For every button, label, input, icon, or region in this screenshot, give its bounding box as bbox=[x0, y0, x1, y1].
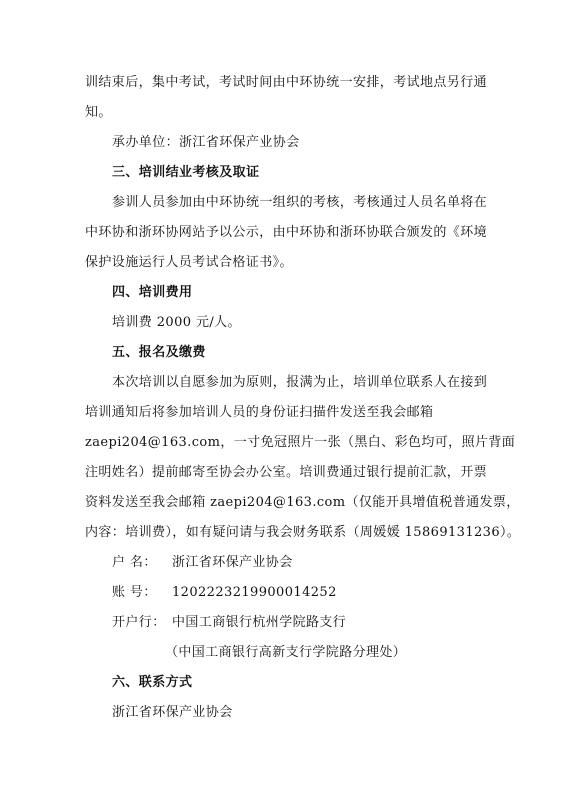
paragraph-line: 知。 bbox=[85, 105, 112, 120]
paragraph-line: 内容：培训费），如有疑问请与我会财务联系（周媛媛 15869131236）。 bbox=[85, 525, 521, 540]
bank-account-label: 账 号： bbox=[112, 585, 157, 600]
bank-name-row bbox=[112, 554, 293, 572]
bank-name-label: 户 名： bbox=[112, 555, 157, 570]
paragraph-line: 注明姓名）提前邮寄至协会办公室。培训费通过银行提前汇款，开票 bbox=[85, 465, 488, 480]
section-heading: 四、培训费用 bbox=[112, 285, 193, 300]
paragraph-line: 参训人员参加由中环协统一组织的考核，考核通过人员名单将在 bbox=[112, 195, 488, 210]
paragraph-line: 培训通知后将参加培训人员的身份证扫描件发送至我会邮箱 bbox=[85, 405, 434, 420]
bank-account-value: 1202223219900014252 bbox=[172, 585, 337, 600]
bank-branch-label: 开户行： bbox=[112, 615, 166, 630]
bank-branch-value: 中国工商银行杭州学院路支行 bbox=[172, 615, 347, 630]
contact-org: 浙江省环保产业协会 bbox=[112, 705, 233, 720]
bank-branch-note: （中国工商银行高新支行学院路分理处） bbox=[165, 645, 407, 660]
bank-account-row bbox=[112, 584, 337, 602]
paragraph-line: 中环协和浙环协网站予以公示，由中环协和浙环协联合颁发的《环境 bbox=[85, 225, 488, 240]
section-heading: 六、联系方式 bbox=[112, 675, 193, 690]
paragraph-line: 资料发送至我会邮箱 zaepi204@163.com（仅能开具增值税普通发票， bbox=[85, 495, 520, 510]
organizer-line: 承办单位：浙江省环保产业协会 bbox=[112, 135, 300, 150]
paragraph-line: 保护设施运行人员考试合格证书》。 bbox=[85, 255, 293, 270]
fee-line: 培训费 2000 元/人。 bbox=[112, 315, 241, 330]
paragraph-line: 本次培训以自愿参加为原则，报满为止，培训单位联系人在接到 bbox=[112, 375, 488, 390]
paragraph-line: 训结束后，集中考试，考试时间由中环协统一安排，考试地点另行通 bbox=[85, 75, 488, 90]
bank-branch-row bbox=[112, 614, 346, 632]
bank-name-value: 浙江省环保产业协会 bbox=[172, 555, 293, 570]
section-heading: 五、报名及缴费 bbox=[112, 345, 206, 360]
paragraph-line: zaepi204@163.com，一寸免冠照片一张（黑白、彩色均可，照片背面 bbox=[85, 435, 516, 450]
section-heading: 三、培训结业考核及取证 bbox=[112, 165, 260, 180]
